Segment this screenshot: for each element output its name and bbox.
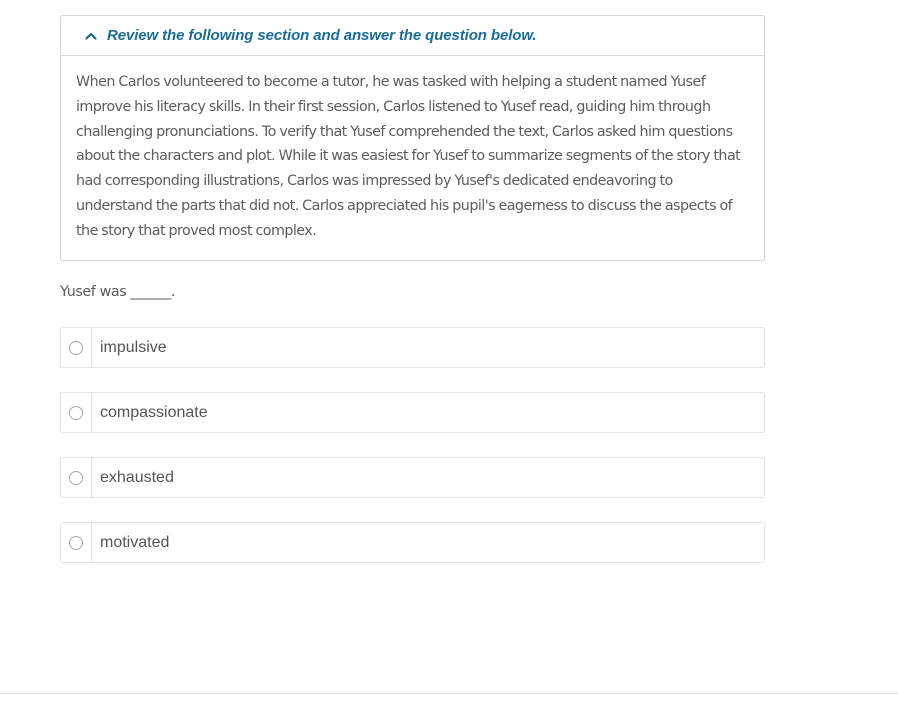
radio-button[interactable] <box>69 536 83 550</box>
passage-text: When Carlos volunteered to become a tutor, he was tasked with helping a student named Yusef improve his literacy skills. In their first session, Carlos listened to Yusef read, guiding him through challenging pronunciations. To verify that Yusef comprehended the text, Carlos asked him questions about the characters and plot. While it was easiest for Yusef to summarize segments of the story that had corresponding illustrations, Carlos was impressed by Yusef's dedicated endeavoring to understand the parts that did not. Carlos appreciated his pupil's eagerness to discuss the aspects of the story that proved most complex. <box>76 74 741 239</box>
radio-button[interactable] <box>69 471 83 485</box>
passage-header-text: Review the following section and answer the question below. <box>107 27 537 44</box>
radio-button[interactable] <box>69 341 83 355</box>
answer-option-exhausted[interactable] <box>60 457 765 498</box>
passage-panel <box>60 15 765 261</box>
passage-toggle[interactable] <box>61 16 764 56</box>
answer-option-impulsive[interactable] <box>60 327 765 368</box>
option-label[interactable]: exhausted <box>100 468 174 486</box>
answer-option-compassionate[interactable] <box>60 392 765 433</box>
radio-cell[interactable] <box>61 458 92 497</box>
question-stem: Yusef was ______. <box>60 284 176 300</box>
option-label[interactable]: motivated <box>100 533 170 551</box>
option-label[interactable]: compassionate <box>100 403 208 421</box>
radio-cell[interactable] <box>61 523 92 562</box>
radio-cell[interactable] <box>61 393 92 432</box>
option-label[interactable]: impulsive <box>100 338 167 356</box>
chevron-up-icon[interactable] <box>85 31 99 41</box>
radio-cell[interactable] <box>61 328 92 367</box>
answer-option-motivated[interactable] <box>60 522 765 563</box>
radio-button[interactable] <box>69 406 83 420</box>
footer-divider <box>0 693 898 694</box>
